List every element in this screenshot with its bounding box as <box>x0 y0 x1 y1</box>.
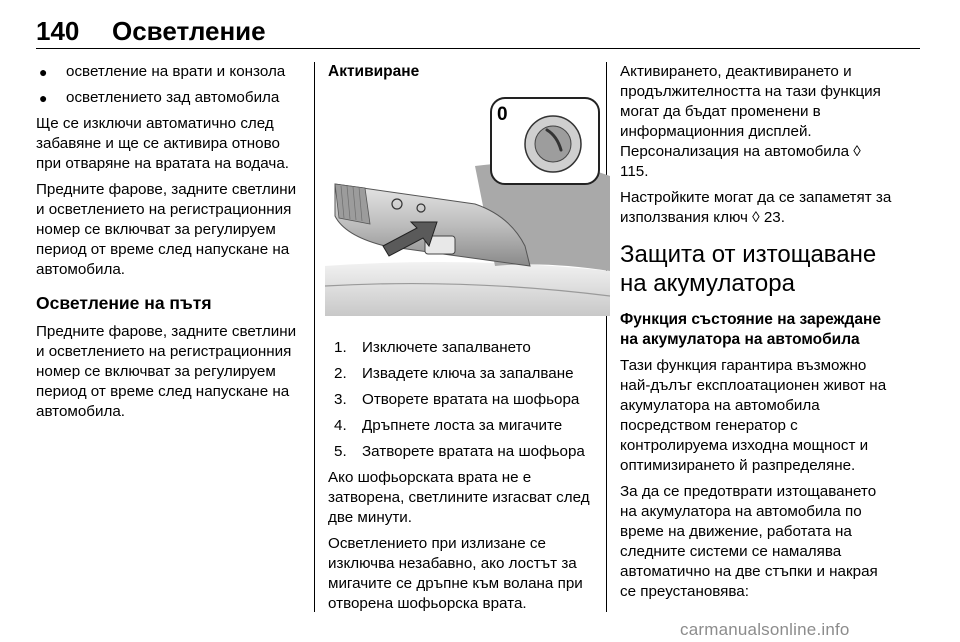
ignition-off-label: 0 <box>497 104 508 125</box>
page-title: Осветление <box>112 16 266 46</box>
step-text: Извадете ключа за запалване <box>362 365 574 382</box>
section-heading: Активиране <box>328 63 420 80</box>
paragraph: Ще се изключи автоматично след забавяне и ще се активира отново при отваряне на вратата на водача. <box>36 115 289 172</box>
step-number: 5. <box>334 443 347 460</box>
step-number: 2. <box>334 365 347 382</box>
paragraph: Тази функция гарантира възможно най-дълъг експлоатационен живот на акумулатора на автомобила посредством генератор с контролируема изходна мощност и оптимизирането й разпределяне. <box>620 357 887 474</box>
paragraph: Активирането, деактивирането и продължителността на тази функция могат да бъдат променени в информационния дисплей. Персонализация на автомобила ◊ 115. <box>620 63 881 180</box>
bullet-dot: ● <box>39 90 48 106</box>
step-text: Отворете вратата на шофьора <box>362 391 580 408</box>
list-item <box>328 390 600 410</box>
subsection-heading: Функция състояние на зареждане на акумулатора на автомобила <box>620 311 881 348</box>
step-number: 1. <box>334 339 347 356</box>
paragraph: Предните фарове, задните светлини и осветлението на регистрационния номер се включват за регулируем период от време след напускане на автомобила. <box>36 323 297 420</box>
section-heading: Осветление на пътя <box>36 293 212 313</box>
paragraph: Ако шофьорската врата не е затворена, светлините изгасват след две минути. <box>328 469 590 526</box>
column-1 <box>36 62 304 428</box>
step-text: Дръпнете лоста за мигачите <box>362 417 563 434</box>
bullet-dot: ● <box>39 64 48 80</box>
column-2 <box>328 62 600 620</box>
section-heading: Защита от изтощаване на акумулатора <box>620 241 877 297</box>
turn-signal-lever-illustration <box>325 96 610 316</box>
column-3 <box>620 62 892 608</box>
paragraph: За да се предотврати изтощаването на акумулатора на автомобила по време на движение, работата на следните системи се намалява автоматично на две стъпки и накрая се преустановява: <box>620 483 878 600</box>
step-number: 3. <box>334 391 347 408</box>
list-item <box>36 88 304 108</box>
step-text: Изключете запалването <box>362 339 531 356</box>
bullet-text: осветлението зад автомобила <box>66 89 280 106</box>
page-number: 140 <box>36 16 80 46</box>
step-number: 4. <box>334 417 347 434</box>
watermark: carmanualsonline.info <box>680 620 850 639</box>
list-item <box>328 338 600 358</box>
list-item <box>328 416 600 436</box>
step-text: Затворете вратата на шофьора <box>362 443 585 460</box>
paragraph: Настройките могат да се запаметят за използвания ключ ◊ 23. <box>620 189 892 226</box>
list-item <box>328 364 600 384</box>
paragraph: Осветлението при излизане се изключва незабавно, ако лостът за мигачите се дръпне към волана при отворена шофьорска врата. <box>328 535 583 612</box>
paragraph: Предните фарове, задните светлини и осветлението на регистрационния номер се включват за регулируем период от време след напускане на автомобила. <box>36 181 297 278</box>
list-item <box>328 442 600 462</box>
bullet-text: осветление на врати и конзола <box>66 63 286 80</box>
header-divider <box>36 48 920 49</box>
column-divider-1 <box>314 62 315 612</box>
list-item <box>36 62 304 82</box>
